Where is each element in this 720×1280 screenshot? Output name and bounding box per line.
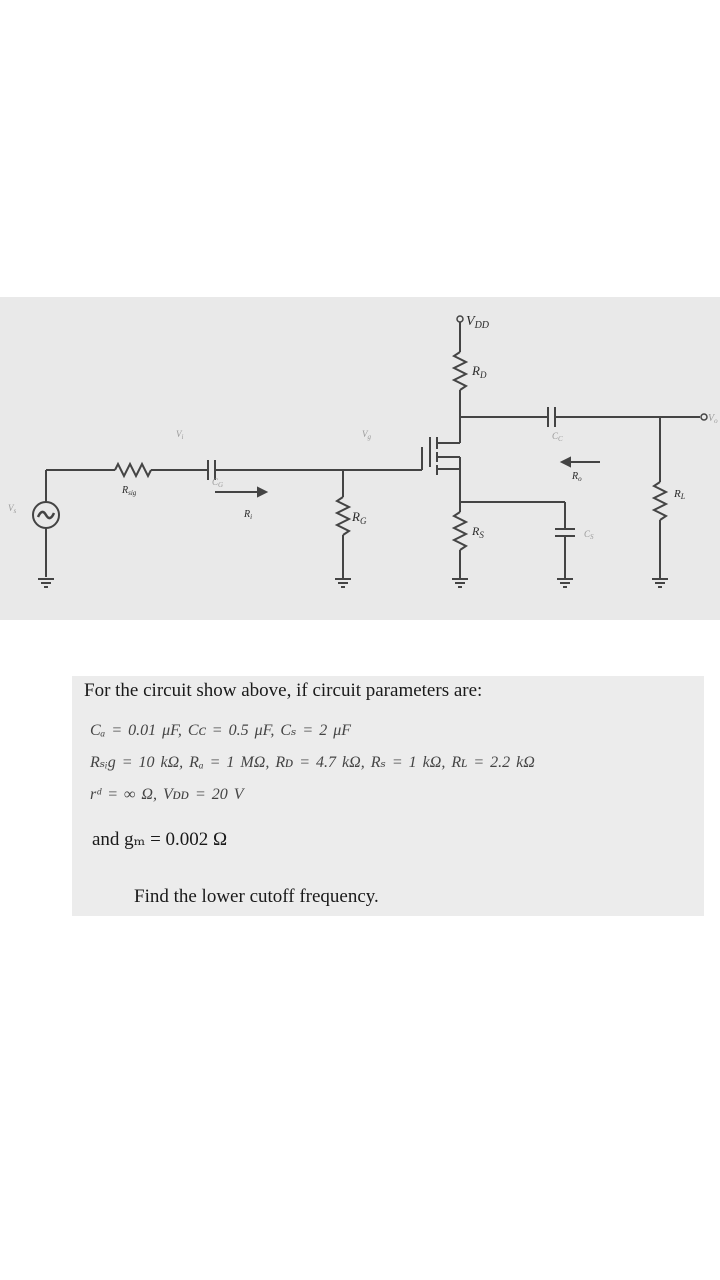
vo-label: $V_o$	[708, 413, 718, 425]
cg-label: $C_G$	[212, 477, 224, 489]
problem-intro: For the circuit show above, if circuit parameters are:	[84, 680, 483, 701]
vs-label: $V_s$	[8, 503, 17, 515]
vdd-label: $V_{DD}$	[466, 314, 490, 331]
rg-label: $R_G$	[352, 509, 367, 526]
ro-label: $R_o$	[572, 471, 582, 483]
vg-label: $V_g$	[362, 429, 371, 441]
rd-label: $R_D$	[472, 363, 487, 380]
circuit-diagram	[0, 297, 720, 620]
rs-label: $R_S$	[472, 524, 484, 540]
problem-text-panel	[72, 676, 704, 916]
cs-label: $C_S$	[584, 529, 594, 541]
capacitor-values: Cₐ = 0.01 μF, Cᴄ = 0.5 μF, Cₛ = 2 μF	[90, 722, 351, 739]
cc-label: $C_C$	[552, 431, 563, 443]
circuit-schematic	[0, 297, 720, 620]
misc-values: rᵈ = ∞ Ω, Vᴅᴅ = 20 V	[90, 786, 244, 803]
rsig-label: $R_{sig}$	[122, 485, 137, 497]
resistor-values: Rₛᵢg = 10 kΩ, Rₐ = 1 MΩ, Rᴅ = 4.7 kΩ, Rₛ = 1 kΩ, Rʟ = 2.2 kΩ	[90, 754, 535, 771]
gm-value: and gₘ = 0.002 Ω	[92, 829, 228, 850]
vi-label: $V_i$	[176, 429, 184, 441]
rl-label: RL	[674, 488, 686, 501]
problem-question: Find the lower cutoff frequency.	[134, 886, 379, 907]
ri-label: $R_i$	[244, 509, 253, 521]
